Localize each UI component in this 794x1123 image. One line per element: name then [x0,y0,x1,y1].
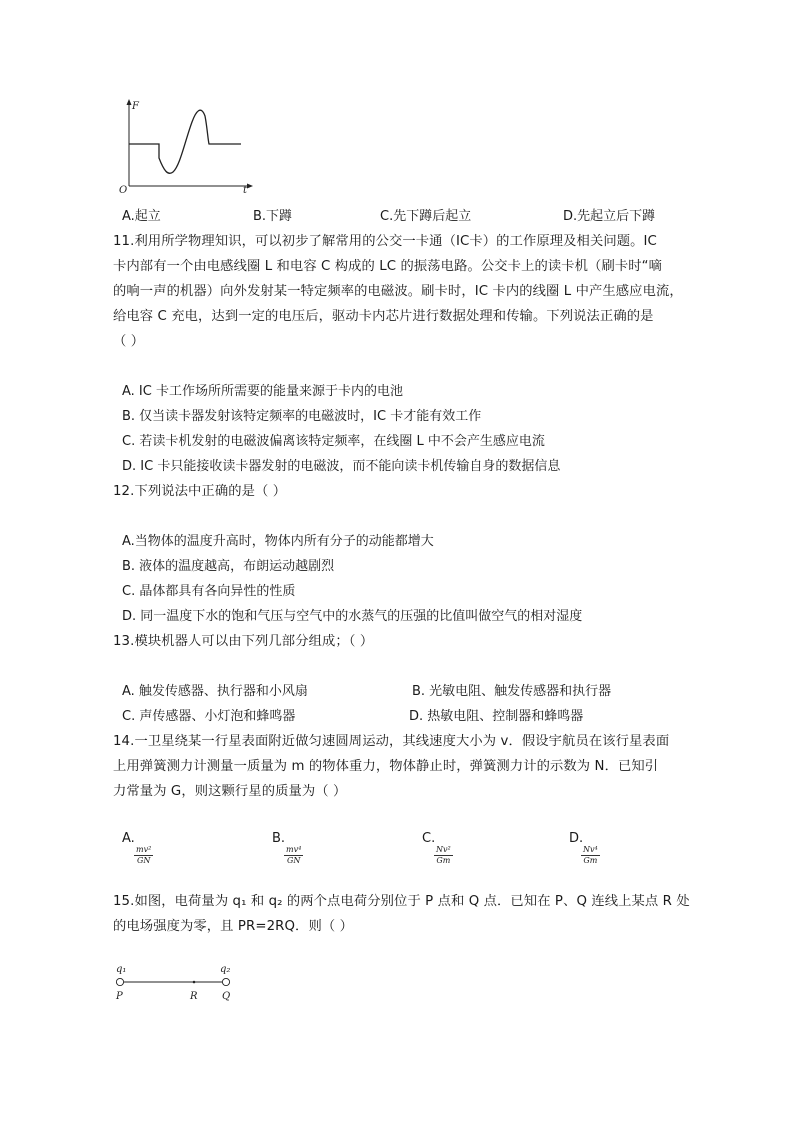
q13-option-c: C. 声传感器、小灯泡和蜂鸣器 [122,709,296,724]
q13-option-d: D. 热敏电阻、控制器和蜂鸣器 [409,709,584,724]
q14-stem-line-1: 14.一卫星绕某一行星表面附近做匀速圆周运动，其线速度大小为 v．假设宇航员在该行星表面 [113,734,670,749]
q14-option-d-fraction [581,845,600,866]
force-curve [129,110,241,173]
q12-stem: 12.下列说法中正确的是（ ） [113,484,287,499]
q1-label: q₁ [116,964,127,975]
q13-option-b: B. 光敏电阻、触发传感器和执行器 [412,684,612,699]
q10-option-c: C.先下蹲后起立 [380,209,472,224]
p-label: P [116,991,123,1002]
q13-option-a: A. 触发传感器、执行器和小风扇 [122,684,308,699]
q14-stem-line-2: 上用弹簧测力计测量一质量为 m 的物体重力，物体静止时，弹簧测力计的示数为 N．已知引 [113,759,659,774]
q14-option-a-fraction [134,845,153,866]
origin-label: O [119,185,128,196]
q14-option-c-fraction [434,845,453,866]
point-q-charge [222,978,229,985]
q14-option-a-label: A. [122,831,135,846]
q14-option-d-numerator: Nv⁴ [583,845,598,854]
q11-stem-line-2: 卡内部有一个由电感线圈 L 和电容 C 构成的 LC 的振荡电路。公交卡上的读卡机（刷卡时“嘀 [113,259,663,274]
q14-option-b-fraction [284,845,303,866]
q11-option-a: A. IC 卡工作场所所需要的能量来源于卡内的电池 [122,384,403,399]
q14-option-d-label: D. [569,831,584,846]
q14-option-a-denominator: GN [136,856,151,865]
q11-stem-line-3: 的响一声的机器）向外发射某一特定频率的电磁波。刷卡时，IC 卡内的线圈 L 中产生感应电流， [113,284,683,299]
x-axis-label: t [243,185,248,196]
q11-option-b: B. 仅当读卡器发射该特定频率的电磁波时，IC 卡才能有效工作 [122,409,482,424]
y-axis-arrow [127,99,132,105]
q11-stem-line-5: （ ） [113,334,145,349]
q-label: Q [222,991,231,1002]
q11-option-c: C. 若读卡机发射的电磁波偏离该特定频率，在线圈 L 中不会产生感应电流 [122,434,545,449]
q10-option-d: D.先起立后下蹲 [563,209,656,224]
q10-option-b: B.下蹲 [253,209,293,224]
y-axis-label: F [132,101,139,112]
x-axis-arrow [247,184,253,189]
q10-option-a: A.起立 [122,209,161,224]
force-time-graph [112,96,262,196]
q11-stem-line-4: 给电容 C 充电，达到一定的电压后，驱动卡内芯片进行数据处理和传输。下列说法正确的是 [113,309,654,324]
q14-option-a-numerator: mv² [136,845,152,854]
q14-option-b-denominator: GN [286,856,301,865]
q14-stem-line-3: 力常量为 G，则这颗行星的质量为（ ） [113,784,347,799]
q14-option-c-label: C. [422,831,436,846]
point-r-dot [193,981,196,984]
q15-stem-line-2: 的电场强度为零，且 PR=2RQ．则（ ） [113,919,353,934]
q14-option-c-denominator: Gm [436,856,451,865]
q12-option-b: B. 液体的温度越高，布朗运动越剧烈 [122,559,335,574]
q13-stem: 13.模块机器人可以由下列几部分组成；（ ） [113,634,374,649]
q12-option-a: A.当物体的温度升高时，物体内所有分子的动能都增大 [122,534,434,549]
q14-option-b-label: B. [272,831,286,846]
r-label: R [190,991,198,1002]
q14-option-c-numerator: Nv² [436,845,451,854]
q2-label: q₂ [220,964,231,975]
q11-stem-line-1: 11.利用所学物理知识，可以初步了解常用的公交一卡通（IC卡）的工作原理及相关问题。IC [113,234,657,249]
q14-option-d-denominator: Gm [583,856,598,865]
point-p-charge [116,978,123,985]
q14-option-b-numerator: mv⁴ [286,845,302,854]
q12-option-c: C. 晶体都具有各向异性的性质 [122,584,296,599]
q15-stem-line-1: 15.如图，电荷量为 q₁ 和 q₂ 的两个点电荷分别位于 P 点和 Q 点．已知在 P、Q 连线上某点 R 处 [113,894,690,909]
q11-option-d: D. IC 卡只能接收读卡器发射的电磁波，而不能向读卡机传输自身的数据信息 [122,459,561,474]
charges-diagram [110,958,250,1008]
q12-option-d: D. 同一温度下水的饱和气压与空气中的水蒸气的压强的比值叫做空气的相对湿度 [122,609,583,624]
